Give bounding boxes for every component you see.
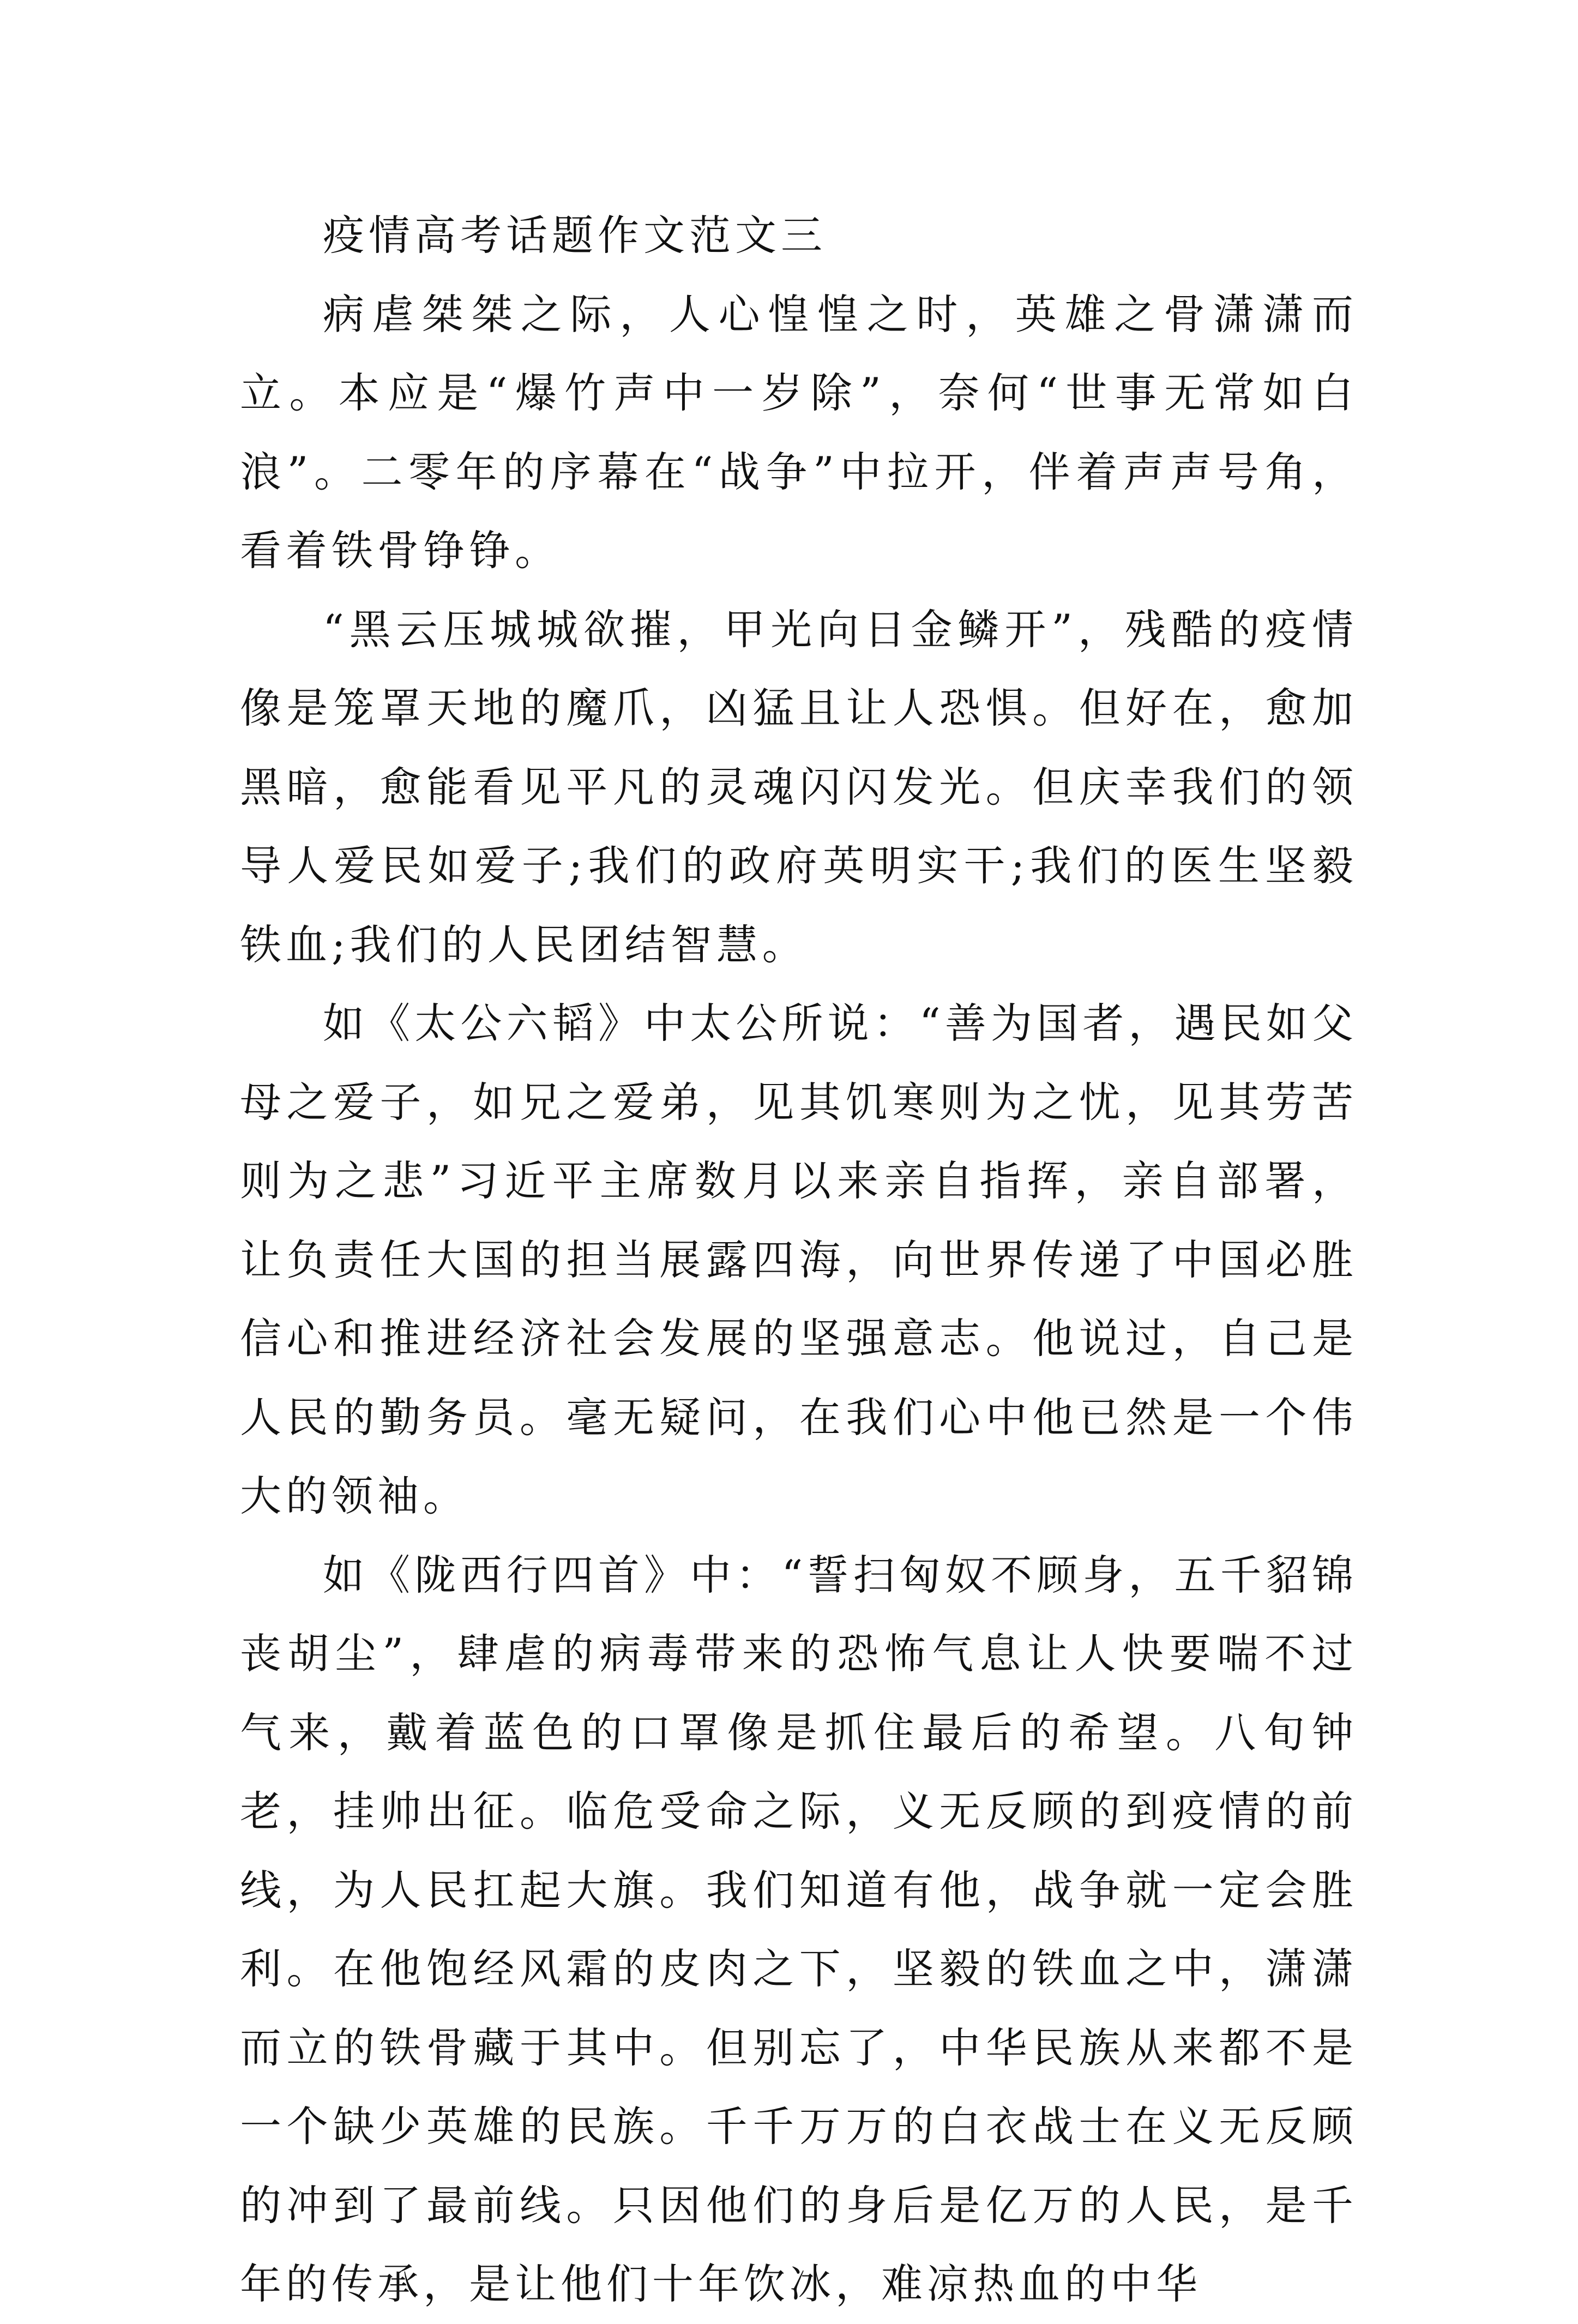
paragraph-3: 如《太公六韬》中太公所说：“善为国者，遇民如父母之爱子，如兄之爱弟，见其饥寒则为之忧，见其劳苦则为之悲”习近平主席数月以来亲自指挥，亲自部署，让负责任大国的担当展露四海，向世界传递了中国必胜信心和推进经济社会发展的坚强意志。他说过，自己是人民的勤务员。毫无疑问，在我们心中他已然是一个伟大的领袖。 (240, 999, 1358, 1520)
paragraph-1: 病虐桀桀之际，人心惶惶之时，英雄之骨潇潇而立。本应是“爆竹声中一岁除”，奈何“世事无常如白浪”。二零年的序幕在“战争”中拉开，伴着声声号角，看着铁骨铮铮。 (240, 290, 1358, 575)
paragraph-2: “黑云压城城欲摧，甲光向日金鳞开”，残酷的疫情像是笼罩天地的魔爪，凶猛且让人恐惧。但好在，愈加黑暗，愈能看见平凡的灵魂闪闪发光。但庆幸我们的领导人爱民如爱子;我们的政府英明实干;我们的医生坚毅铁血;我们的人民团结智慧。 (240, 605, 1358, 969)
paragraph-4: 如《陇西行四首》中：“誓扫匈奴不顾身，五千貂锦丧胡尘”，肆虐的病毒带来的恐怖气息让人快要喘不过气来，戴着蓝色的口罩像是抓住最后的希望。八旬钟老，挂帅出征。临危受命之际，义无反顾的到疫情的前线，为人民扛起大旗。我们知道有他，战争就一定会胜利。在他饱经风霜的皮肉之下，坚毅的铁血之中，潇潇而立的铁骨藏于其中。但别忘了，中华民族从来都不是一个缺少英雄的民族。千千万万的白衣战士在义无反顾的冲到了最前线。只因他们的身后是亿万的人民，是千年的传承，是让他们十年饮冰，难凉热血的中华 (240, 1550, 1358, 2308)
essay-body (240, 196, 1358, 2324)
essay-title: 疫情高考话题作文范文三 (323, 211, 827, 260)
